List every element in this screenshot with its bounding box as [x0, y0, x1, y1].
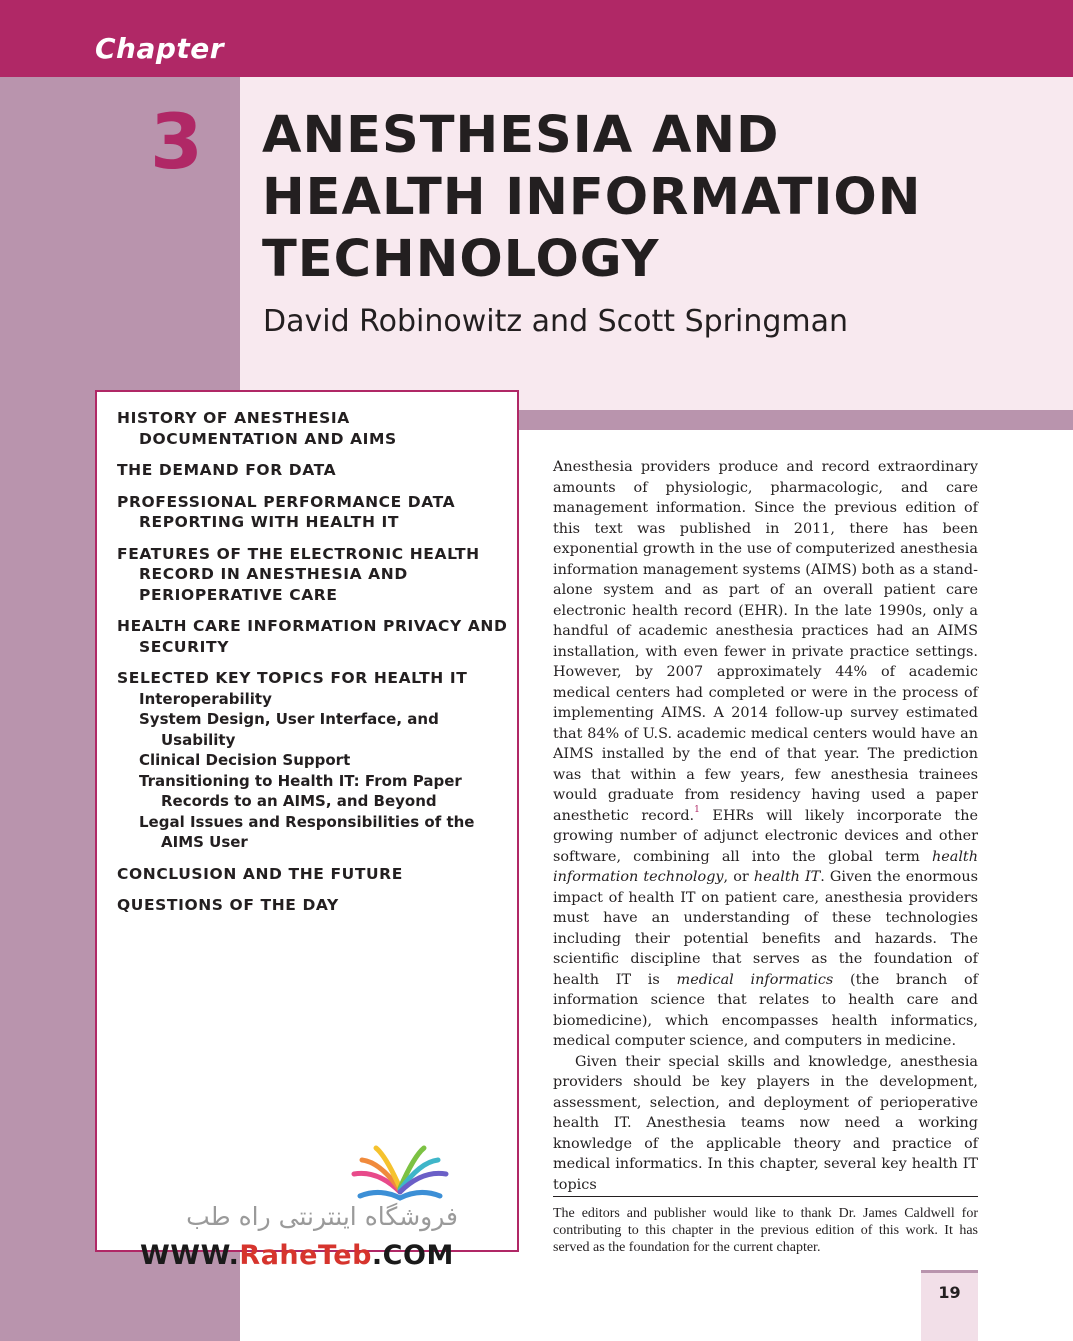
chapter-title [262, 105, 1052, 291]
watermark [130, 1140, 470, 1280]
outline-item-with-subsections [117, 668, 509, 853]
url-suffix: .COM [371, 1240, 454, 1271]
body-paragraph [553, 457, 978, 1052]
reference-marker[interactable]: 1 [694, 804, 700, 815]
url-prefix: WWW. [140, 1240, 240, 1271]
chapter-title-line: TECHNOLOGY [262, 230, 660, 289]
open-book-logo-icon [340, 1140, 460, 1202]
outline-item: CONCLUSION AND THE FUTURE [117, 864, 403, 883]
text-run: (the branch of information science that relates to health care and biomedicine), which encompasses health informatics, medical computer science, and computers in medicine. [553, 971, 978, 1049]
url-brand: RaheTeb [239, 1240, 372, 1271]
chapter-outline-box [95, 390, 519, 1252]
watermark-persian-text: فروشگاه اینترنتی راه طب [186, 1202, 458, 1231]
outline-item: QUESTIONS OF THE DAY [117, 896, 339, 914]
footnote: The editors and publisher would like to thank Dr. James Caldwell for contributing to this chapter in the previous edition of this work. It has served as the foundation for the current chapter. [553, 1206, 978, 1255]
footnote-divider [553, 1196, 978, 1197]
outline-item: HISTORY OF ANESTHESIA DOCUMENTATION AND AIMS [117, 409, 397, 448]
chapter-label: Chapter [95, 32, 225, 65]
text-run: , or [723, 869, 754, 885]
outline-subitem: System Design, User Interface, and Usability [139, 710, 439, 749]
chapter-authors: David Robinowitz and Scott Springman [263, 304, 849, 339]
outline-item: HEALTH CARE INFORMATION PRIVACY AND SECURITY [117, 617, 508, 656]
text-run: EHRs will likely incorporate the growing number of adjunct electronic devices and other software, combining all into the global term [553, 807, 978, 865]
page-number-tab [921, 1270, 978, 1341]
outline-subitem: Interoperability [139, 689, 272, 708]
emphasized-term: health information technology [553, 848, 978, 885]
watermark-url [140, 1240, 454, 1271]
chapter-number: 3 [150, 97, 203, 186]
text-run: Anesthesia providers produce and record extraordinary amounts of physiologic, pharmacologic, and care management information. Since the previous edition of this text was published in 2011, there has been exponential growth in the use of computerized anesthesia information management systems (AIMS) both as a stand-alone system and as part of an overall patient care electronic health record (EHR). In the late 1990s, only a handful of academic anesthesia practices had an AIMS installation, with even fewer in private practice settings. However, by 2007 approximately 44% of academic medical centers had completed or were in the process of implementing AIMS. A 2014 follow-up survey estimated that 84% of U.S. academic medical centers would have an AIMS installed by the end of that year. The prediction was that within a few years, few anesthesia trainees would graduate from residency having used a paper anesthetic record. [553, 459, 979, 824]
outline-item: PROFESSIONAL PERFORMANCE DATA REPORTING WITH HEALTH IT [117, 492, 456, 531]
outline-subitem: Transitioning to Health IT: From Paper Records to an AIMS, and Beyond [139, 771, 462, 810]
chapter-title-line: ANESTHESIA AND [262, 106, 780, 165]
emphasized-term: health IT [753, 869, 821, 885]
emphasized-term: medical informatics [676, 971, 834, 988]
text-run: . Given the enormous impact of health IT on patient care, anesthesia providers must have an understanding of these technologies including their potential benefits and hazards. The scientific discipline that serves as the foundation of health IT is [553, 869, 978, 988]
page-number: 19 [938, 1283, 961, 1302]
outline-item: FEATURES OF THE ELECTRONIC HEALTH RECORD IN ANESTHESIA AND PERIOPERATIVE CARE [117, 544, 480, 604]
outline-list [97, 392, 517, 916]
body-text [553, 457, 978, 1195]
outline-subitem: Clinical Decision Support [139, 751, 351, 769]
outline-subitem: Legal Issues and Responsibilities of the AIMS User [139, 812, 475, 851]
outline-item: THE DEMAND FOR DATA [117, 461, 337, 479]
outline-item-label: SELECTED KEY TOPICS FOR HEALTH IT [117, 669, 468, 687]
body-paragraph: Given their special skills and knowledge, anesthesia providers should be key players in the development, assessment, selection, and deployment of perioperative health IT. Anesthesia teams now need a working knowledge of the applicable theory and practice of medical informatics. In this chapter, several key health IT topics [553, 1053, 978, 1193]
outline-sublist [139, 689, 509, 853]
chapter-title-line: HEALTH INFORMATION [262, 168, 922, 227]
